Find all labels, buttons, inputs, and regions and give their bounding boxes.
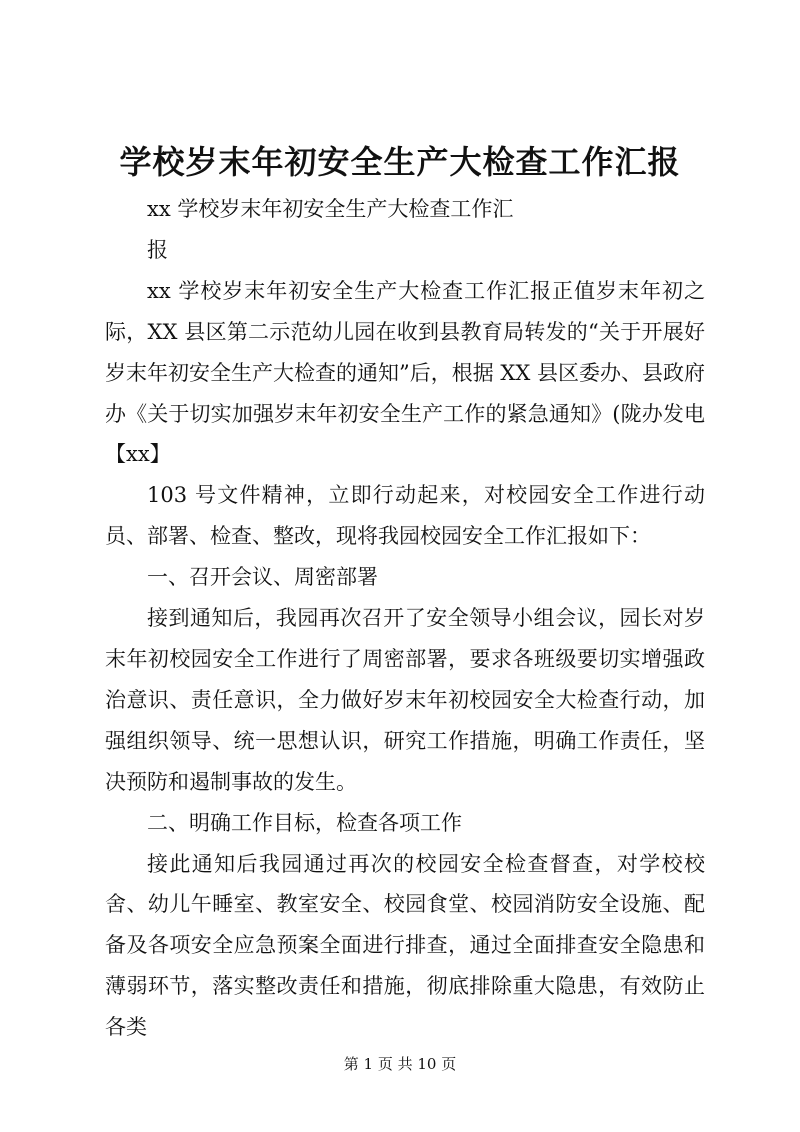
paragraph-section-2: 接此通知后我园通过再次的校园安全检查督查，对学校校舍、幼儿午睡室、教室安全、校园食堂、校园消防安全设施、配备及各项安全应急预案全面进行排查，通过全面排查安全隐患和薄弱环节，落实整改责任和措施，彻底排除重大隐患，有效防止各类 <box>105 851 705 1040</box>
document-body <box>105 189 705 1048</box>
paragraph-section-1: 接到通知后，我园再次召开了安全领导小组会议，园长对岁末年初校园安全工作进行了周密部署，要求各班级要切实增强政治意识、责任意识，全力做好岁末年初校园安全大检查行动，加强组织领导、统一思想认识，研究工作措施，明确工作责任，坚决预防和遏制事故的发生。 <box>105 606 705 794</box>
section-heading-1: 一、召开会议、周密部署 <box>147 565 378 590</box>
paragraph-subtitle-line1: xx 学校岁末年初安全生产大检查工作汇 <box>147 197 514 221</box>
document-title: 学校岁末年初安全生产大检查工作汇报 <box>119 143 681 181</box>
paragraph-intro: xx 学校岁末年初安全生产大检查工作汇报正值岁末年初之际，XX 县区第二示范幼儿园在收到县教育局转发的“关于开展好岁末年初安全生产大检查的通知”后，根据 XX 县区委办、县政府办《关于切实加强岁末年初安全生产工作的紧急通知》(陇办发电【xx】 <box>105 278 705 467</box>
paragraph-intro-continued: 103 号文件精神，立即行动起来，对校园安全工作进行动员、部署、检查、整改，现将我园校园安全工作汇报如下： <box>105 483 705 549</box>
page-footer: 第 1 页 共 10 页 <box>343 1055 457 1073</box>
paragraph-subtitle-line2: 报 <box>147 237 168 262</box>
section-heading-2: 二、明确工作目标，检查各项工作 <box>147 810 462 835</box>
